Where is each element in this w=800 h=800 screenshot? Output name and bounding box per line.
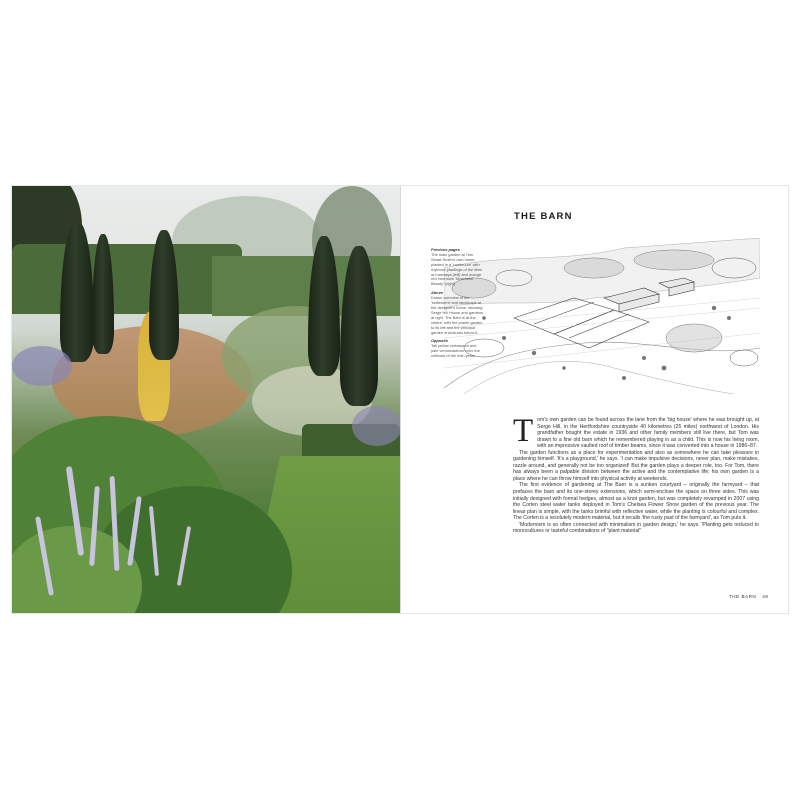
drop-cap: T xyxy=(513,413,534,449)
caption-heading: Previous pages xyxy=(431,247,460,252)
garden-photo xyxy=(12,186,400,613)
caption-text: The main garden at Tom Stuart-Smith's own home, planted in a 'continuum' with rhythmic plantings of the likes of marrasya (left) and orange red Helenium 'Moerheim Beauty' (right). xyxy=(431,251,483,287)
section-title: THE BARN xyxy=(514,211,573,222)
caption-heading: Opposite xyxy=(431,338,448,344)
paragraph: 'Modernism is so often connected with minimalism in garden design,' he says. 'Planting gets reduced to monocultures or tasteful combinations of "plant material" xyxy=(513,521,759,535)
caption-text: Drawn overview of the 'settlement' and landscape at the designer's home, showing Serge Hill House and gardens at right. The Barn is at the centre, with the prairie garden to its left and the principal garden enclosures below it. xyxy=(431,295,483,335)
paragraph: The garden functions as a place for experimentation and also as somewhere he can take pleasure in gardening himself. 'It's a playground,' he says. 'I can make impulsive decisions, never plan, make mistakes, razzle around, and generally not be too organized! But the garden plays a deeper role, too. For Tom, there has always been a palpable division between the active and the contemplative life; his own garden is a place where he can throw himself into physical activity at weekends. xyxy=(513,449,759,482)
page-footer xyxy=(729,594,768,599)
body-text xyxy=(513,413,759,535)
aerial-sketch xyxy=(444,238,760,394)
paragraph: The first evidence of gardening at The Barn is a sunken courtyard – originally the farmyard – that prefaces the barn and its one-storey extensions, which semi-enclose the space on three sides. This was initially designed with formal hedges, almost as a knot garden, but was completely revamped in 2007 using the Corten steel water tanks deployed in Tom's Chelsea Flower Show garden of the previous year. The linear plan is simple, with the tanks brimful with reflective water, while the planting is colourful and complex. The Corten is a resolutely modern material, but it recalls 'the rusty past of the farmyard', as Tom puts it. xyxy=(513,482,759,522)
paragraph: Tom's own garden can be found across the lane from the 'big house' where he was brought up, at Serge Hill, in the Hertfordshire countryside 40 kilometres (25 miles) northwest of London. His grandfather bought the estate in 1936 and other family members still live there, but Tom was drawn to a fine old barn which he remembered playing in as a child. This is now his living room, with an impressive vaulted roof of timber beams, since it was converted into a house in 1986–87. xyxy=(513,413,759,450)
page-number: 49 xyxy=(762,594,769,599)
caption-column xyxy=(431,248,483,359)
running-head: THE BARN xyxy=(729,594,757,599)
caption-text: Tall yellow verbascum and pale veronicastrum echo the verticals of the Irish yews. xyxy=(431,343,480,359)
caption-heading: Above xyxy=(431,290,443,296)
